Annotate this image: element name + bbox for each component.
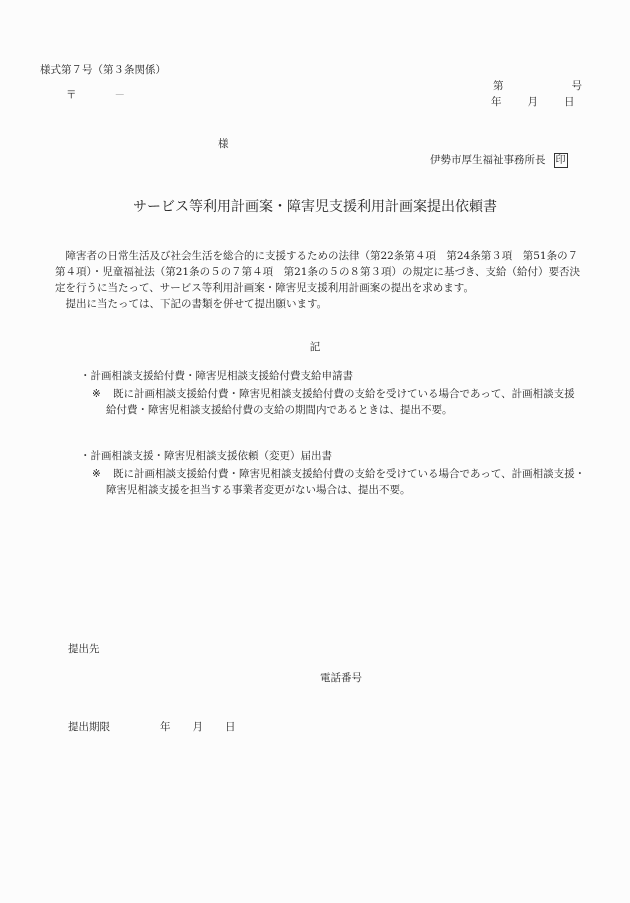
submit-to-label: 提出先 xyxy=(68,643,100,655)
postal-dash: － xyxy=(114,89,125,101)
ki-heading: 記 xyxy=(309,341,321,353)
date-year: 年 xyxy=(491,96,502,108)
deadline-month: 月 xyxy=(192,721,203,733)
date-day: 日 xyxy=(564,96,575,108)
item-heading-2: ・計画相談支援・障害児相談支援依頼（変更）届出書 xyxy=(80,450,332,462)
doc-number-suffix: 号 xyxy=(571,80,582,92)
body-paragraph-2: 提出に当たっては、下記の書類を併せて提出願います。 xyxy=(65,298,328,310)
form-number: 様式第７号（第３条関係） xyxy=(40,64,166,76)
postal-code xyxy=(66,90,125,101)
deadline-year: 年 xyxy=(160,721,171,733)
item-note-1 xyxy=(92,386,597,418)
deadline xyxy=(68,722,236,733)
deadline-day: 日 xyxy=(225,721,236,733)
issuer xyxy=(430,153,568,168)
deadline-label: 提出期限 xyxy=(68,721,110,733)
note-mark-icon: ※ xyxy=(92,468,101,480)
seal-icon: 印 xyxy=(555,155,566,166)
issuer-name: 伊勢市厚生福祉事務所長 xyxy=(430,154,546,166)
recipient-honorific: 様 xyxy=(218,138,229,150)
body-paragraph-1: 障害者の日常生活及び社会生活を総合的に支援するための法律（第22条第４項 第24条第３項 第51条の７第４項）・児童福祉法（第21条の５の７第４項 第21条の５の８第３項）の規定に基づき、支給（給付）要否決定を行うに当たって、サービス等利用計画案・障害児支援利用計画案の提出を求めます。 xyxy=(55,250,581,294)
note-mark-icon: ※ xyxy=(92,388,101,400)
issue-date xyxy=(491,97,575,108)
note-line-2: 給付費・障害児相談支援給付費の支給の期間内であるときは、提出不要。 xyxy=(106,404,453,416)
document-title: サービス等利用計画案・障害児支援利用計画案提出依頼書 xyxy=(133,199,497,215)
document-number xyxy=(493,81,582,92)
doc-number-prefix: 第 xyxy=(493,80,504,92)
note-line-2: 障害児相談支援を担当する事業者変更がない場合は、提出不要。 xyxy=(106,484,411,496)
body-text xyxy=(55,248,585,312)
phone-label: 電話番号 xyxy=(320,672,362,684)
note-line-1: 既に計画相談支援給付費・障害児相談支援給付費の支給を受けている場合であって、計画相談支援・ xyxy=(113,468,586,480)
note-line-1: 既に計画相談支援給付費・障害児相談支援給付費の支給を受けている場合であって、計画相談支援 xyxy=(113,388,575,400)
date-month: 月 xyxy=(527,96,538,108)
postal-mark-icon: 〒 xyxy=(66,89,77,101)
item-heading-1: ・計画相談支援給付費・障害児相談支援給付費支給申請書 xyxy=(80,370,353,382)
item-note-2 xyxy=(92,466,597,498)
